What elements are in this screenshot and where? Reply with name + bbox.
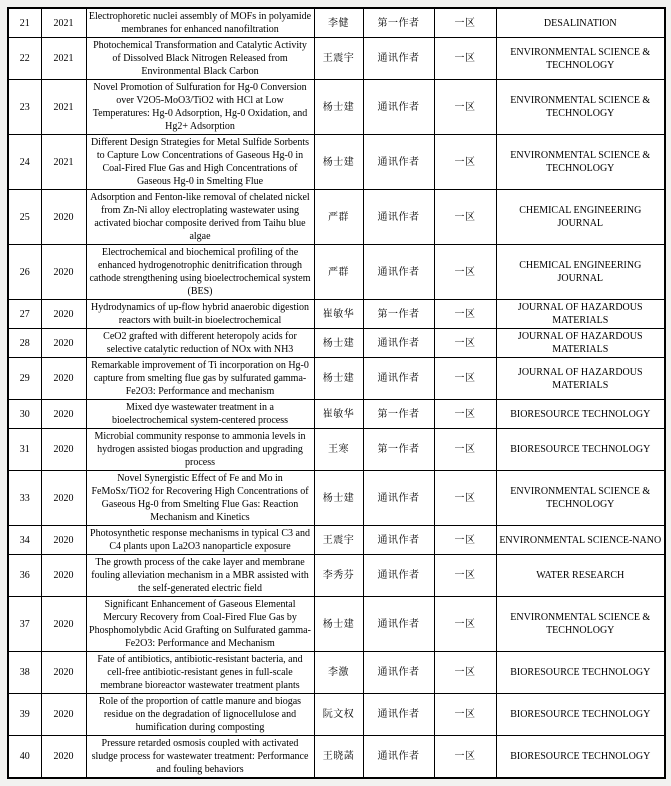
author-name-cell: 李秀芬 xyxy=(314,555,363,597)
year-cell: 2020 xyxy=(41,555,86,597)
author-name-cell: 阮文权 xyxy=(314,694,363,736)
journal-name-cell: JOURNAL OF HAZARDOUS MATERIALS xyxy=(496,358,665,400)
author-role-cell: 通讯作者 xyxy=(363,652,434,694)
year-cell: 2020 xyxy=(41,400,86,429)
paper-title-cell: Novel Promotion of Sulfuration for Hg-0 Conversion over V2O5-MoO3/TiO2 with HCl at Low Temperatures: Hg-0 Adsorption, Hg-0 Oxidation, and Hg2+ Adsorption xyxy=(86,80,314,135)
journal-name-cell: ENVIRONMENTAL SCIENCE & TECHNOLOGY xyxy=(496,135,665,190)
paper-title-cell: CeO2 grafted with different heteropoly acids for selective catalytic reduction of NOx with NH3 xyxy=(86,329,314,358)
author-role-cell: 通讯作者 xyxy=(363,471,434,526)
journal-name-cell: JOURNAL OF HAZARDOUS MATERIALS xyxy=(496,329,665,358)
author-name-cell: 严群 xyxy=(314,245,363,300)
author-name-cell: 杨士建 xyxy=(314,597,363,652)
year-cell: 2020 xyxy=(41,245,86,300)
author-name-cell: 王震宇 xyxy=(314,526,363,555)
journal-name-cell: BIORESOURCE TECHNOLOGY xyxy=(496,400,665,429)
table-row xyxy=(8,652,665,694)
author-name-cell: 王震宇 xyxy=(314,38,363,80)
paper-title-cell: Electrochemical and biochemical profiling of the enhanced hydrogenotrophic denitrification through cathode strengthening using bioelectrochemical system (BES) xyxy=(86,245,314,300)
publications-table-body xyxy=(8,8,665,778)
author-role-cell: 通讯作者 xyxy=(363,245,434,300)
table-row xyxy=(8,135,665,190)
journal-zone-cell: 一区 xyxy=(434,429,496,471)
author-role-cell: 第一作者 xyxy=(363,400,434,429)
table-row xyxy=(8,736,665,779)
journal-zone-cell: 一区 xyxy=(434,652,496,694)
paper-title-cell: Significant Enhancement of Gaseous Elemental Mercury Recovery from Coal-Fired Flue Gas by Phosphomolybdic Acid Grafting on Sulfurated gamma-Fe2O3: Performance and Mechanism xyxy=(86,597,314,652)
paper-title-cell: Pressure retarded osmosis coupled with activated sludge process for wastewater treatment: Performance and fouling behaviors xyxy=(86,736,314,779)
year-cell: 2021 xyxy=(41,80,86,135)
table-row xyxy=(8,555,665,597)
year-cell: 2020 xyxy=(41,526,86,555)
row-number-cell: 30 xyxy=(8,400,41,429)
author-name-cell: 杨士建 xyxy=(314,329,363,358)
author-name-cell: 杨士建 xyxy=(314,135,363,190)
year-cell: 2020 xyxy=(41,694,86,736)
author-role-cell: 通讯作者 xyxy=(363,555,434,597)
row-number-cell: 33 xyxy=(8,471,41,526)
year-cell: 2020 xyxy=(41,429,86,471)
author-name-cell: 李激 xyxy=(314,652,363,694)
row-number-cell: 23 xyxy=(8,80,41,135)
journal-zone-cell: 一区 xyxy=(434,80,496,135)
table-row xyxy=(8,429,665,471)
table-row xyxy=(8,358,665,400)
paper-title-cell: Hydrodynamics of up-flow hybrid anaerobic digestion reactors with built-in bioelectrochemical xyxy=(86,300,314,329)
table-row xyxy=(8,8,665,38)
journal-zone-cell: 一区 xyxy=(434,555,496,597)
table-row xyxy=(8,300,665,329)
author-role-cell: 第一作者 xyxy=(363,300,434,329)
year-cell: 2020 xyxy=(41,736,86,779)
paper-title-cell: Different Design Strategies for Metal Sulfide Sorbents to Capture Low Concentrations of Gaseous Hg-0 in Coal-Fired Flue Gas and High Concentrations of Gaseous Hg-0 in Smelting Flue xyxy=(86,135,314,190)
paper-title-cell: Photosynthetic response mechanisms in typical C3 and C4 plants upon La2O3 nanoparticle exposure xyxy=(86,526,314,555)
year-cell: 2020 xyxy=(41,652,86,694)
row-number-cell: 26 xyxy=(8,245,41,300)
table-row xyxy=(8,38,665,80)
author-name-cell: 崔敏华 xyxy=(314,400,363,429)
journal-zone-cell: 一区 xyxy=(434,597,496,652)
journal-zone-cell: 一区 xyxy=(434,526,496,555)
journal-name-cell: JOURNAL OF HAZARDOUS MATERIALS xyxy=(496,300,665,329)
author-role-cell: 第一作者 xyxy=(363,8,434,38)
paper-title-cell: Novel Synergistic Effect of Fe and Mo in FeMoSx/TiO2 for Recovering High Concentrations of Gaseous Hg-0 from Smelting Flue Gas: Reaction Mechanism and Kinetics xyxy=(86,471,314,526)
year-cell: 2020 xyxy=(41,471,86,526)
publications-table xyxy=(7,7,666,779)
journal-zone-cell: 一区 xyxy=(434,190,496,245)
journal-name-cell: WATER RESEARCH xyxy=(496,555,665,597)
row-number-cell: 39 xyxy=(8,694,41,736)
author-role-cell: 通讯作者 xyxy=(363,526,434,555)
journal-zone-cell: 一区 xyxy=(434,135,496,190)
author-name-cell: 杨士建 xyxy=(314,80,363,135)
row-number-cell: 31 xyxy=(8,429,41,471)
author-role-cell: 通讯作者 xyxy=(363,135,434,190)
paper-title-cell: The growth process of the cake layer and membrane fouling alleviation mechanism in a MBR assisted with the self-generated electric field xyxy=(86,555,314,597)
author-name-cell: 杨士建 xyxy=(314,471,363,526)
journal-zone-cell: 一区 xyxy=(434,358,496,400)
author-name-cell: 王晓菡 xyxy=(314,736,363,779)
table-row xyxy=(8,329,665,358)
row-number-cell: 37 xyxy=(8,597,41,652)
year-cell: 2021 xyxy=(41,8,86,38)
author-role-cell: 通讯作者 xyxy=(363,597,434,652)
paper-title-cell: Adsorption and Fenton-like removal of chelated nickel from Zn-Ni alloy electroplating wastewater using activated biochar composite derived from Taihu blue algae xyxy=(86,190,314,245)
journal-name-cell: BIORESOURCE TECHNOLOGY xyxy=(496,694,665,736)
journal-name-cell: ENVIRONMENTAL SCIENCE & TECHNOLOGY xyxy=(496,38,665,80)
year-cell: 2021 xyxy=(41,38,86,80)
table-row xyxy=(8,597,665,652)
author-name-cell: 崔敏华 xyxy=(314,300,363,329)
row-number-cell: 22 xyxy=(8,38,41,80)
author-name-cell: 王寒 xyxy=(314,429,363,471)
table-row xyxy=(8,80,665,135)
year-cell: 2020 xyxy=(41,597,86,652)
journal-name-cell: BIORESOURCE TECHNOLOGY xyxy=(496,736,665,779)
journal-zone-cell: 一区 xyxy=(434,694,496,736)
author-role-cell: 通讯作者 xyxy=(363,694,434,736)
journal-zone-cell: 一区 xyxy=(434,400,496,429)
paper-title-cell: Microbial community response to ammonia levels in hydrogen assisted biogas production and upgrading process xyxy=(86,429,314,471)
table-row xyxy=(8,400,665,429)
author-role-cell: 第一作者 xyxy=(363,429,434,471)
table-row xyxy=(8,190,665,245)
author-name-cell: 李健 xyxy=(314,8,363,38)
author-role-cell: 通讯作者 xyxy=(363,329,434,358)
row-number-cell: 28 xyxy=(8,329,41,358)
journal-zone-cell: 一区 xyxy=(434,300,496,329)
year-cell: 2020 xyxy=(41,358,86,400)
author-role-cell: 通讯作者 xyxy=(363,80,434,135)
table-row xyxy=(8,694,665,736)
table-row xyxy=(8,245,665,300)
journal-zone-cell: 一区 xyxy=(434,245,496,300)
journal-name-cell: ENVIRONMENTAL SCIENCE & TECHNOLOGY xyxy=(496,80,665,135)
paper-title-cell: Fate of antibiotics, antibiotic-resistant bacteria, and cell-free antibiotic-resistant genes in full-scale membrane bioreactor wastewater treatment plants xyxy=(86,652,314,694)
author-role-cell: 通讯作者 xyxy=(363,38,434,80)
year-cell: 2020 xyxy=(41,329,86,358)
journal-name-cell: BIORESOURCE TECHNOLOGY xyxy=(496,429,665,471)
journal-zone-cell: 一区 xyxy=(434,329,496,358)
table-row xyxy=(8,526,665,555)
author-role-cell: 通讯作者 xyxy=(363,358,434,400)
paper-title-cell: Role of the proportion of cattle manure and biogas residue on the degradation of lignocellulose and humification during composting xyxy=(86,694,314,736)
paper-title-cell: Photochemical Transformation and Catalytic Activity of Dissolved Black Nitrogen Released from Environmental Black Carbon xyxy=(86,38,314,80)
row-number-cell: 29 xyxy=(8,358,41,400)
paper-title-cell: Remarkable improvement of Ti incorporation on Hg-0 capture from smelting flue gas by sulfurated gamma-Fe2O3: Performance and mechanism xyxy=(86,358,314,400)
journal-zone-cell: 一区 xyxy=(434,471,496,526)
paper-title-cell: Mixed dye wastewater treatment in a bioelectrochemical system-centered process xyxy=(86,400,314,429)
journal-name-cell: ENVIRONMENTAL SCIENCE & TECHNOLOGY xyxy=(496,597,665,652)
paper-title-cell: Electrophoretic nuclei assembly of MOFs in polyamide membranes for enhanced nanofiltration xyxy=(86,8,314,38)
journal-name-cell: CHEMICAL ENGINEERING JOURNAL xyxy=(496,190,665,245)
journal-zone-cell: 一区 xyxy=(434,736,496,779)
row-number-cell: 27 xyxy=(8,300,41,329)
row-number-cell: 38 xyxy=(8,652,41,694)
journal-name-cell: DESALINATION xyxy=(496,8,665,38)
journal-name-cell: ENVIRONMENTAL SCIENCE & TECHNOLOGY xyxy=(496,471,665,526)
author-name-cell: 严群 xyxy=(314,190,363,245)
row-number-cell: 34 xyxy=(8,526,41,555)
journal-name-cell: CHEMICAL ENGINEERING JOURNAL xyxy=(496,245,665,300)
year-cell: 2020 xyxy=(41,190,86,245)
year-cell: 2020 xyxy=(41,300,86,329)
author-name-cell: 杨士建 xyxy=(314,358,363,400)
row-number-cell: 36 xyxy=(8,555,41,597)
author-role-cell: 通讯作者 xyxy=(363,190,434,245)
author-role-cell: 通讯作者 xyxy=(363,736,434,779)
journal-zone-cell: 一区 xyxy=(434,8,496,38)
row-number-cell: 24 xyxy=(8,135,41,190)
journal-name-cell: BIORESOURCE TECHNOLOGY xyxy=(496,652,665,694)
row-number-cell: 21 xyxy=(8,8,41,38)
year-cell: 2021 xyxy=(41,135,86,190)
journal-name-cell: ENVIRONMENTAL SCIENCE-NANO xyxy=(496,526,665,555)
row-number-cell: 25 xyxy=(8,190,41,245)
journal-zone-cell: 一区 xyxy=(434,38,496,80)
table-row xyxy=(8,471,665,526)
row-number-cell: 40 xyxy=(8,736,41,779)
